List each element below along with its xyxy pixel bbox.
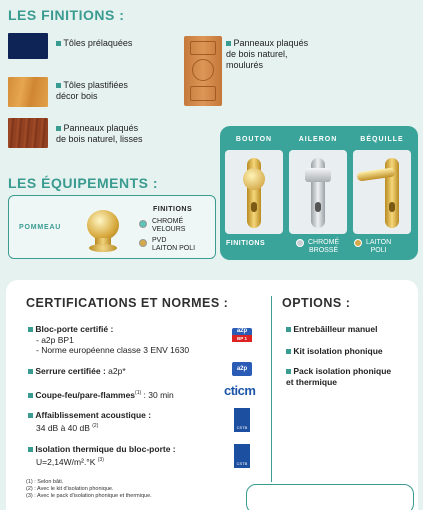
cert-item-serrure: [28, 366, 126, 377]
pommeau-box: [8, 195, 216, 259]
footnote-2: (2) : Avec le kit d'isolation phonique.: [26, 486, 114, 492]
cert-label: Isolation thermique du bloc-porte :: [35, 444, 176, 454]
footnote-1: (1) : Selon bâti.: [26, 479, 64, 485]
door-moulded-image: [184, 36, 222, 106]
option-label: Pack isolation phonique et thermique: [286, 366, 392, 387]
cert-item-coupe-feu: [28, 388, 174, 400]
bullet-icon: [56, 126, 61, 131]
bullet-icon: [226, 41, 231, 46]
finish-item-2: [56, 80, 128, 102]
cstbat-logo-icon: CSTB: [234, 408, 250, 432]
hardware-panel: [220, 126, 418, 260]
bequille-image: [353, 150, 411, 234]
cert-detail: 34 dB à 40 dB: [36, 422, 90, 433]
option-label: Kit isolation phonique: [293, 346, 383, 356]
bullet-icon: [56, 41, 61, 46]
finish-item-3: [56, 123, 143, 145]
finitions-title: LES FINITIONS :: [8, 7, 125, 23]
laiton-poli-dot-icon: [139, 239, 147, 247]
cert-detail: U=2,14W/m².°K: [36, 456, 96, 467]
cert-label: Coupe-feu/pare-flammes: [35, 389, 136, 400]
cert-detail: a2p*: [105, 366, 126, 376]
hardware-option-laiton: LAITON POLI: [366, 239, 392, 254]
pommeau-label: POMMEAU: [19, 224, 62, 231]
cert-item-thermique: [28, 444, 176, 467]
finish-label: Tôles prélaquées: [63, 38, 133, 48]
cert-label: Bloc-porte certifié :: [35, 324, 114, 334]
laiton-poli-dot-icon: [354, 239, 362, 247]
cert-detail-line: [28, 421, 151, 433]
cstbat-logo-icon: CSTB: [234, 444, 250, 468]
certifications-title: CERTIFICATIONS ET NORMES :: [26, 296, 229, 310]
bullet-icon: [28, 447, 33, 452]
pommeau-option-laiton: PVD LAITON POLI: [152, 237, 196, 252]
logo-text: BP 1: [232, 335, 252, 342]
hardware-col-aileron: AILERON: [298, 136, 338, 143]
option-item-2: [286, 346, 383, 357]
equipements-title: LES ÉQUIPEMENTS :: [8, 175, 159, 191]
bullet-icon: [28, 327, 33, 332]
finish-swatch-plastifiee: [8, 77, 48, 107]
finish-swatch-prelaquee: [8, 33, 48, 59]
option-item-1: [286, 324, 377, 335]
option-item-3: [286, 366, 391, 387]
bullet-icon: [28, 393, 33, 398]
cert-item-acoustique: [28, 410, 151, 433]
bouton-image: [225, 150, 283, 234]
cert-detail: - a2p BP1 - Norme européenne classe 3 ENV 1630: [36, 334, 190, 355]
logo-text: a2p: [236, 328, 248, 334]
pommeau-finitions-label: FINITIONS: [153, 206, 193, 213]
footnote-ref: (2): [92, 422, 99, 429]
bullet-icon: [286, 349, 291, 354]
pommeau-image: [83, 210, 123, 252]
finish-label: Panneaux plaqués de bois naturel, moulurés: [226, 38, 309, 70]
options-title: OPTIONS :: [282, 296, 351, 310]
hardware-option-chrome: CHROMÉ BROSSÉ: [308, 239, 340, 254]
hardware-finitions-label: FINITIONS: [226, 240, 266, 247]
a2p-logo-icon: a2p: [232, 362, 252, 376]
finish-swatch-lisse: [8, 118, 48, 148]
certifications-box: [6, 280, 418, 510]
footnote-ref: (3): [97, 456, 104, 463]
cert-item-bloc-porte: [28, 324, 189, 356]
cert-label: Affaiblissement acoustique :: [35, 410, 152, 420]
chrome-velours-dot-icon: [139, 220, 147, 228]
bullet-icon: [56, 83, 61, 88]
footnote-3: (3) : Avec le pack d'isolation phonique et thermique.: [26, 493, 152, 499]
column-divider: [271, 296, 272, 482]
hardware-col-bouton: BOUTON: [235, 136, 273, 143]
footnotes: [26, 479, 152, 500]
aileron-image: [289, 150, 347, 234]
finish-label: Tôles plastifiées décor bois: [56, 80, 128, 101]
finish-item-1: [56, 38, 132, 49]
hardware-col-bequille: BÉQUILLE: [360, 136, 404, 143]
bullet-icon: [286, 369, 291, 374]
footnote-ref: (1): [135, 390, 142, 396]
chrome-brosse-dot-icon: [296, 239, 304, 247]
finish-item-4: [226, 38, 308, 71]
cticm-logo-icon: cticm: [224, 383, 256, 398]
cert-label: Serrure certifiée :: [35, 366, 106, 376]
bullet-icon: [28, 413, 33, 418]
a2p-bp1-logo-icon: [232, 328, 252, 342]
cert-detail-line: [28, 455, 176, 467]
bullet-icon: [286, 327, 291, 332]
finish-label: Panneaux plaqués de bois naturel, lisses: [56, 123, 143, 144]
option-label: Entrebâilleur manuel: [293, 324, 378, 334]
empty-frame: [246, 484, 414, 510]
pommeau-option-chrome: CHROMÉ VELOURS: [152, 218, 186, 233]
cert-detail: : 30 min: [141, 389, 174, 400]
bullet-icon: [28, 369, 33, 374]
